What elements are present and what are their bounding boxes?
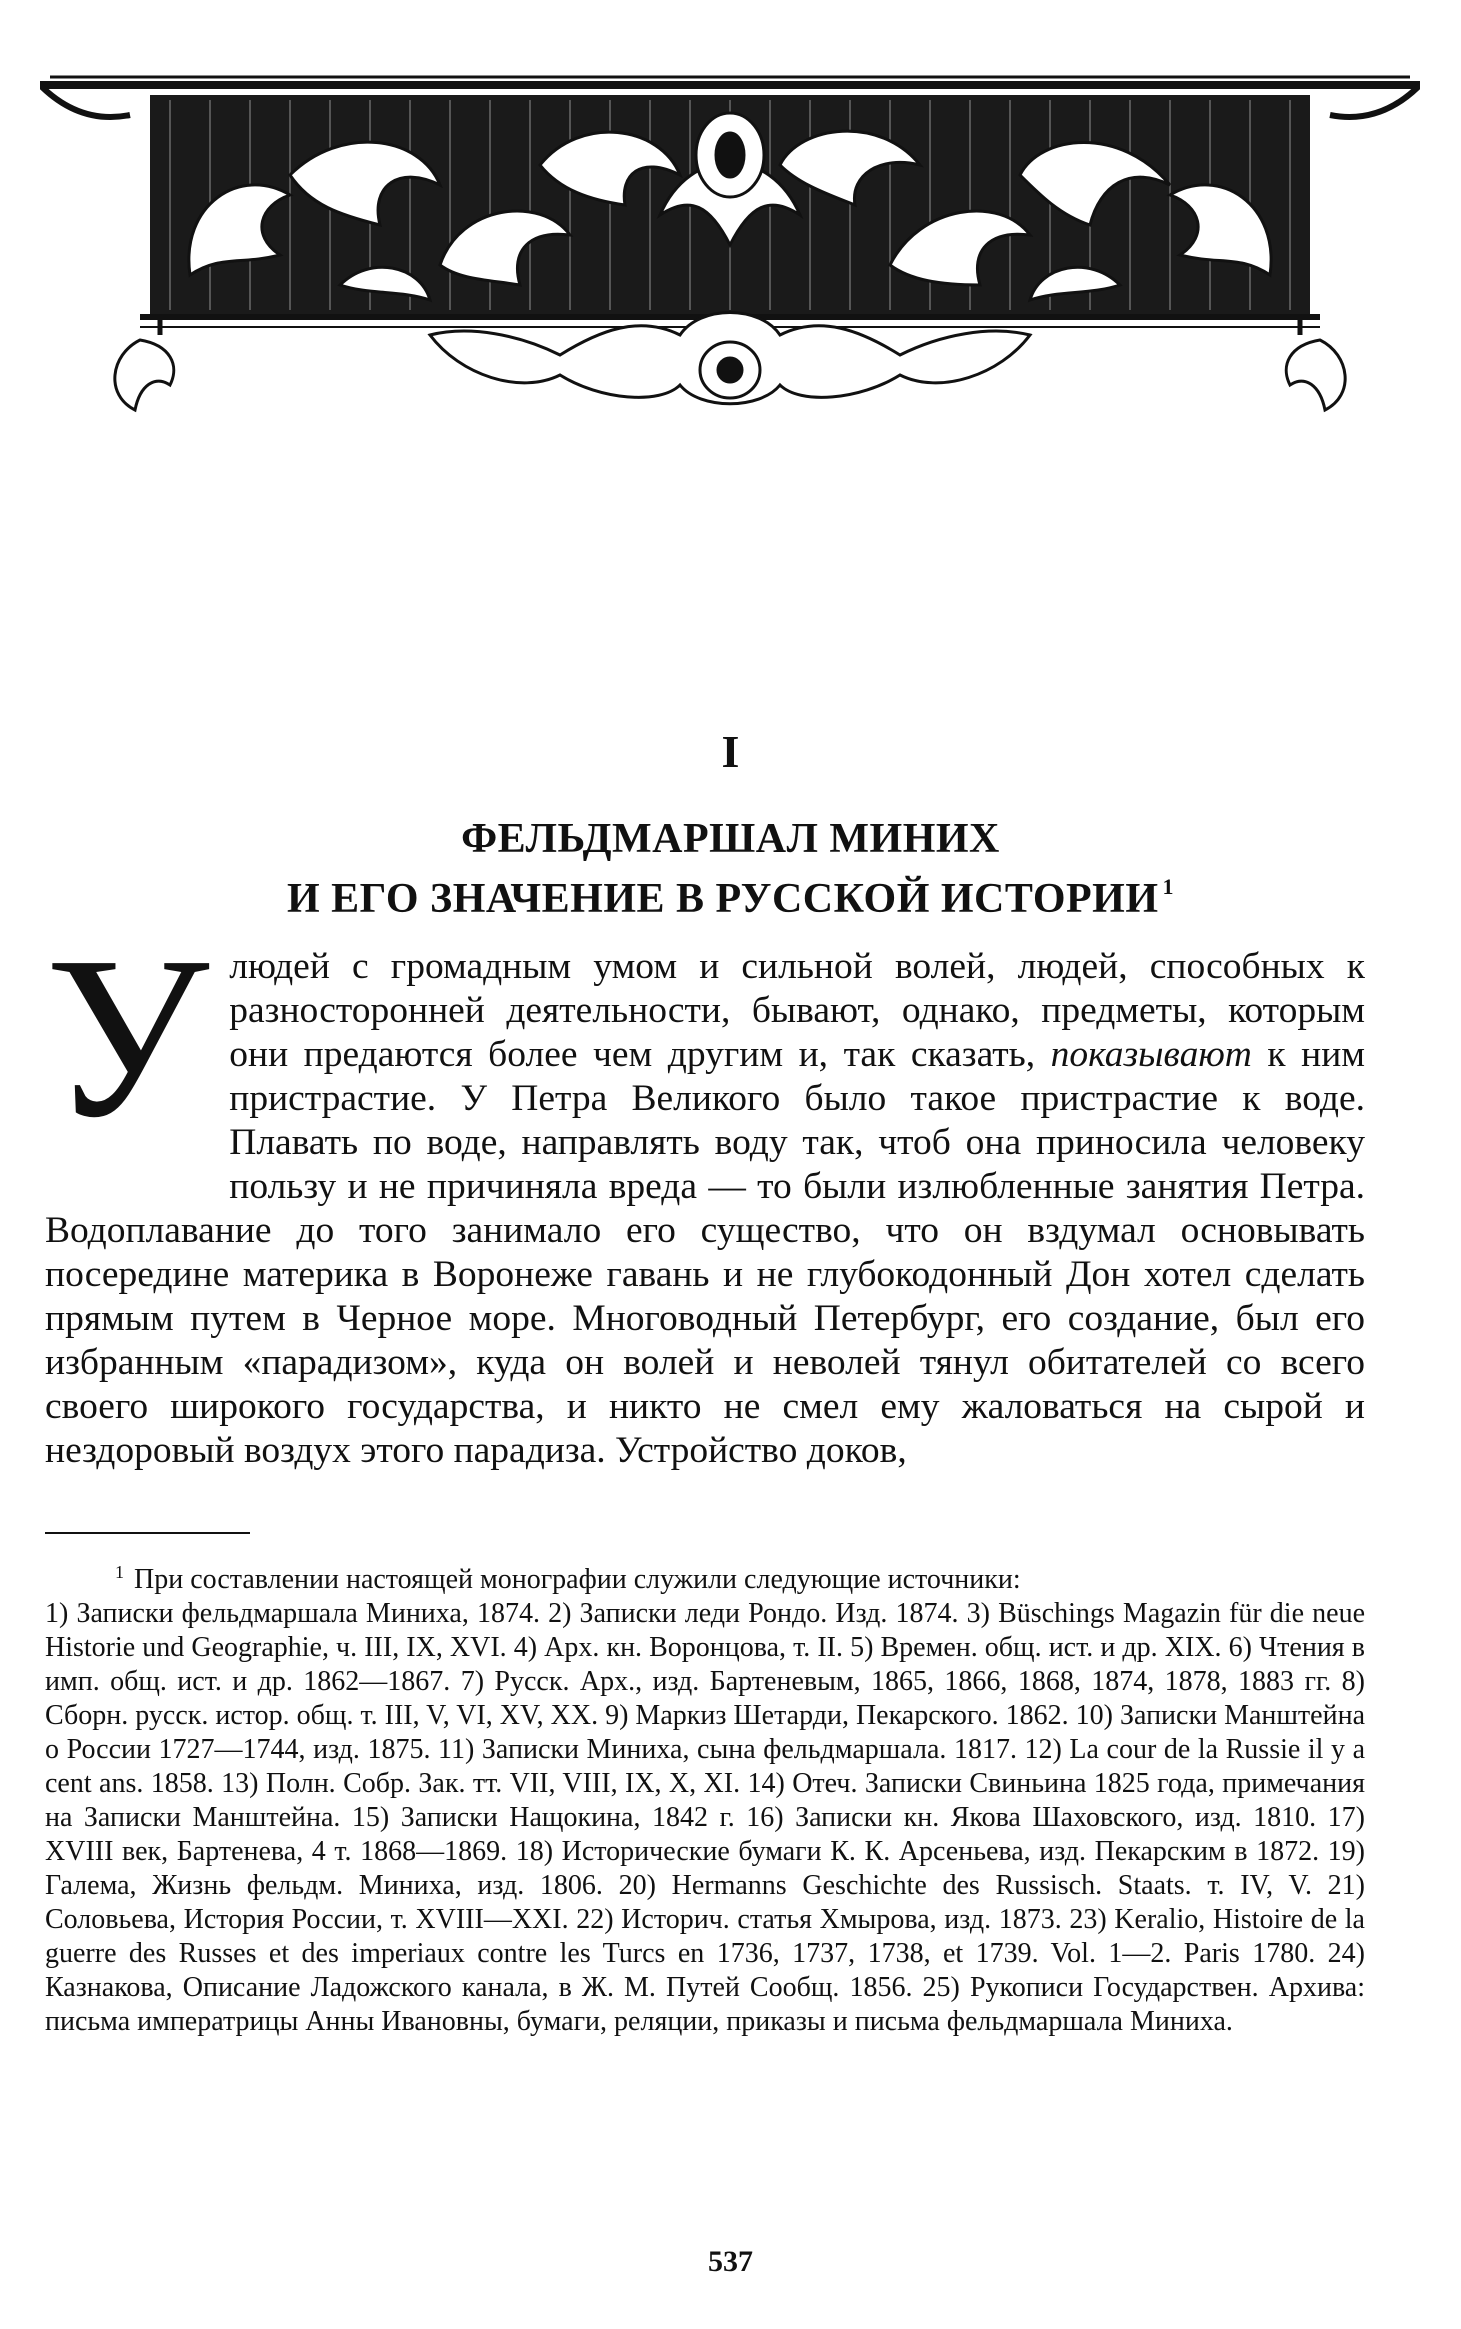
body-paragraph bbox=[45, 909, 1365, 1473]
body-text-rest: к ним пристрастие. У Петра Великого было такое пристрастие к воде. Плавать по воде, направлять воду так, чтоб она приносила человеку пользу и не причиняла вреда — то были излюбленные занятия Петра. Водоплавание до того занимало его существо, что он вздумал основывать посередине материка в Воронеже гавань и не глубокодонный Дон хотел сделать прямым путем в Черное море. Многоводный Петербург, его создание, был его избранным «парадизом», куда он волей и неволей тянул обитателей со всего своего широкого государства, и никто не смел ему жаловаться на сырой и нездоровый воздух этого парадиза. Устройство доков, bbox=[45, 1034, 1365, 1471]
footnote bbox=[45, 1555, 1365, 2039]
chapter-title-line-2-text: И ЕГО ЗНАЧЕНИЕ В РУССКОЙ ИСТОРИИ bbox=[287, 876, 1159, 922]
chapter-title-line-2 bbox=[0, 863, 1461, 923]
footnote-first-line bbox=[45, 1555, 1365, 1597]
chapter-number: I bbox=[721, 726, 740, 777]
footnote-sources: 1) Записки фельдмаршала Миниха, 1874. 2) Записки леди Рондо. Изд. 1874. 3) Büschings Magazin für die neue Historie und Geographie, ч. III, IX, XVI. 4) Арх. кн. Воронцова, т. II. 5) Времен. общ. ист. и др. XIX. 6) Чтения в имп. общ. ист. и др. 1862—1867. 7) Русск. Арх., изд. Бартеневым, 1865, 1866, 1868, 1874, 1878, 1883 гг. 8) Сборн. русск. истор. общ. т. III, V, VI, XV, XX. 9) Маркиз Шетарди, Пекарского. 1862. 10) Записки Манштейна о России 1727—1744, изд. 1875. 11) Записки Миниха, сына фельдмаршала. 1817. 12) La cour de la Russie il y a cent ans. 1858. 13) Полн. Собр. Зак. тт. VII, VIII, IX, X, XI. 14) Отеч. Записки Свиньина 1825 года, примечания на Записки Манштейна. 15) Записки Нащокина, 1842 г. 16) Записки кн. Якова Шаховского, изд. 1810. 17) XVIII век, Бартенева, 4 т. 1868—1869. 18) Исторические бумаги К. К. Арсеньева, изд. Пекарским в 1872. 19) Галема, Жизнь фельдм. Миниха, изд. 1806. 20) Hermanns Geschichte des Russisch. Staats. т. IV, V. 21) Соловьева, История России, т. XVIII—XXI. 22) Историч. статья Хмырова, изд. 1873. 23) Keralio, Histoire de la guerre des Russes et des imperiaux contre les Turcs en 1736, 1737, 1738, et 1739. Vol. 1—2. Paris 1780. 24) Казнакова, Описание Ладожского канала, в Ж. М. Путей Сообщ. 1856. 25) Рукописи Государствен. Архива: письма императрицы Анны Ивановны, бумаги, реляции, приказы и письма фельдмаршала Миниха. bbox=[45, 1598, 1365, 2037]
footnote-intro: При составлении настоящей монографии служили следующие источники: bbox=[134, 1564, 1021, 1595]
ornamental-headpiece bbox=[40, 55, 1420, 415]
body-italic-word: показывают bbox=[1050, 1034, 1252, 1075]
title-footnote-ref: 1 bbox=[1162, 874, 1174, 899]
body-text-start: людей с громадным умом и сильной волей, людей, способных к разносторонней деятельности, бывают, однако, предметы, которым они предаются более чем другим и, так сказать, bbox=[229, 946, 1365, 1075]
page-number: 537 bbox=[708, 2245, 753, 2278]
chapter-title-line-1: ФЕЛЬДМАРШАЛ МИНИХ bbox=[461, 816, 1000, 862]
drop-cap: У bbox=[45, 909, 210, 1166]
footnote-marker: 1 bbox=[115, 1562, 124, 1582]
footnote-separator bbox=[45, 1532, 250, 1534]
chapter-title bbox=[0, 815, 1461, 923]
